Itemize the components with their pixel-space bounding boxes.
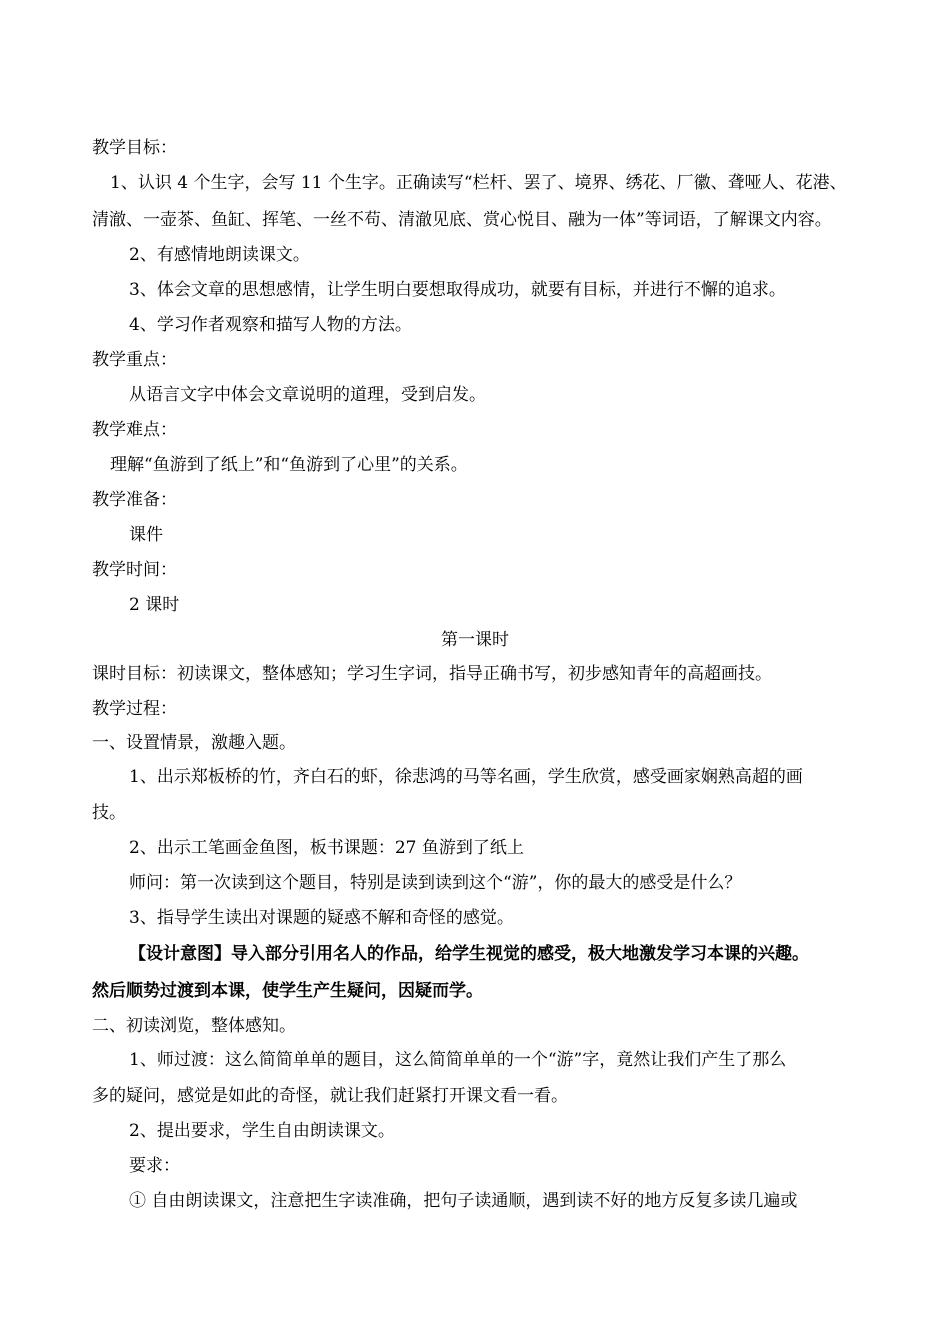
section-heading-key-points: 教学重点： [92, 350, 177, 370]
paragraph-line: 1、出示郑板桥的竹，齐白石的虾，徐悲鸿的马等名画，学生欣赏，感受画家娴熟高超的画 [129, 767, 803, 787]
design-intent-line: 【设计意图】导入部分引用名人的作品，给学生视觉的感受，极大地激发学习本课的兴趣。 [129, 944, 809, 964]
paragraph-line: 2、有感情地朗读课文。 [129, 245, 310, 265]
paragraph-line: 3、指导学生读出对课题的疑惑不解和奇怪的感觉。 [129, 908, 514, 928]
paragraph-line: 师问：第一次读到这个题目，特别是读到读到这个“游”，你的最大的感受是什么？ [129, 873, 742, 893]
section-heading-process: 教学过程： [92, 699, 177, 719]
paragraph-line: 清澈、一壶茶、鱼缸、挥笔、一丝不苟、清澈见底、赏心悦目、融为一体”等词语，了解课文内容。 [92, 210, 832, 230]
design-intent-line: 然后顺势过渡到本课，使学生产生疑问，因疑而学。 [92, 981, 483, 1001]
paragraph-line: 要求： [129, 1156, 180, 1176]
subsection-heading: 一、设置情景，激趣入题。 [92, 733, 296, 753]
paragraph-line: 1、师过渡：这么简简单单的题目，这么简简单单的一个“游”字，竟然让我们产生了那么 [129, 1050, 787, 1070]
paragraph-line: 多的疑问，感觉是如此的奇怪，就让我们赶紧打开课文看一看。 [92, 1086, 568, 1106]
paragraph-line: 技。 [92, 803, 126, 823]
paragraph-line: 4、学习作者观察和描写人物的方法。 [129, 315, 412, 335]
paragraph-line: 2、出示工笔画金鱼图，板书课题：27 鱼游到了纸上 [129, 838, 524, 858]
section-heading-preparation: 教学准备： [92, 490, 177, 510]
section-heading-objectives: 教学目标： [92, 138, 177, 158]
section-heading-time: 教学时间： [92, 560, 177, 580]
subsection-heading: 二、初读浏览，整体感知。 [92, 1016, 296, 1036]
lesson-title: 第一课时 [441, 630, 509, 650]
paragraph-line: ① 自由朗读课文，注意把生字读准确，把句子读通顺，遇到读不好的地方反复多读几遍或 [129, 1191, 798, 1211]
paragraph-line: 2、提出要求，学生自由朗读课文。 [129, 1121, 395, 1141]
paragraph-line: 从语言文字中体会文章说明的道理，受到启发。 [129, 385, 486, 405]
paragraph-line: 3、体会文章的思想感情，让学生明白要想取得成功，就要有目标，并进行不懈的追求。 [129, 280, 786, 300]
paragraph-line: 2 课时 [129, 595, 180, 615]
section-heading-difficulties: 教学难点： [92, 420, 177, 440]
paragraph-line: 1、认识 4 个生字，会写 11 个生字。正确读写“栏杆、罢了、境界、绣花、厂徽、聋哑人、花港、 [110, 173, 847, 193]
paragraph-line: 课件 [129, 525, 163, 545]
paragraph-line: 课时目标：初读课文，整体感知；学习生字词，指导正确书写，初步感知青年的高超画技。 [92, 664, 772, 684]
paragraph-line: 理解“鱼游到了纸上”和“鱼游到了心里”的关系。 [110, 455, 468, 475]
